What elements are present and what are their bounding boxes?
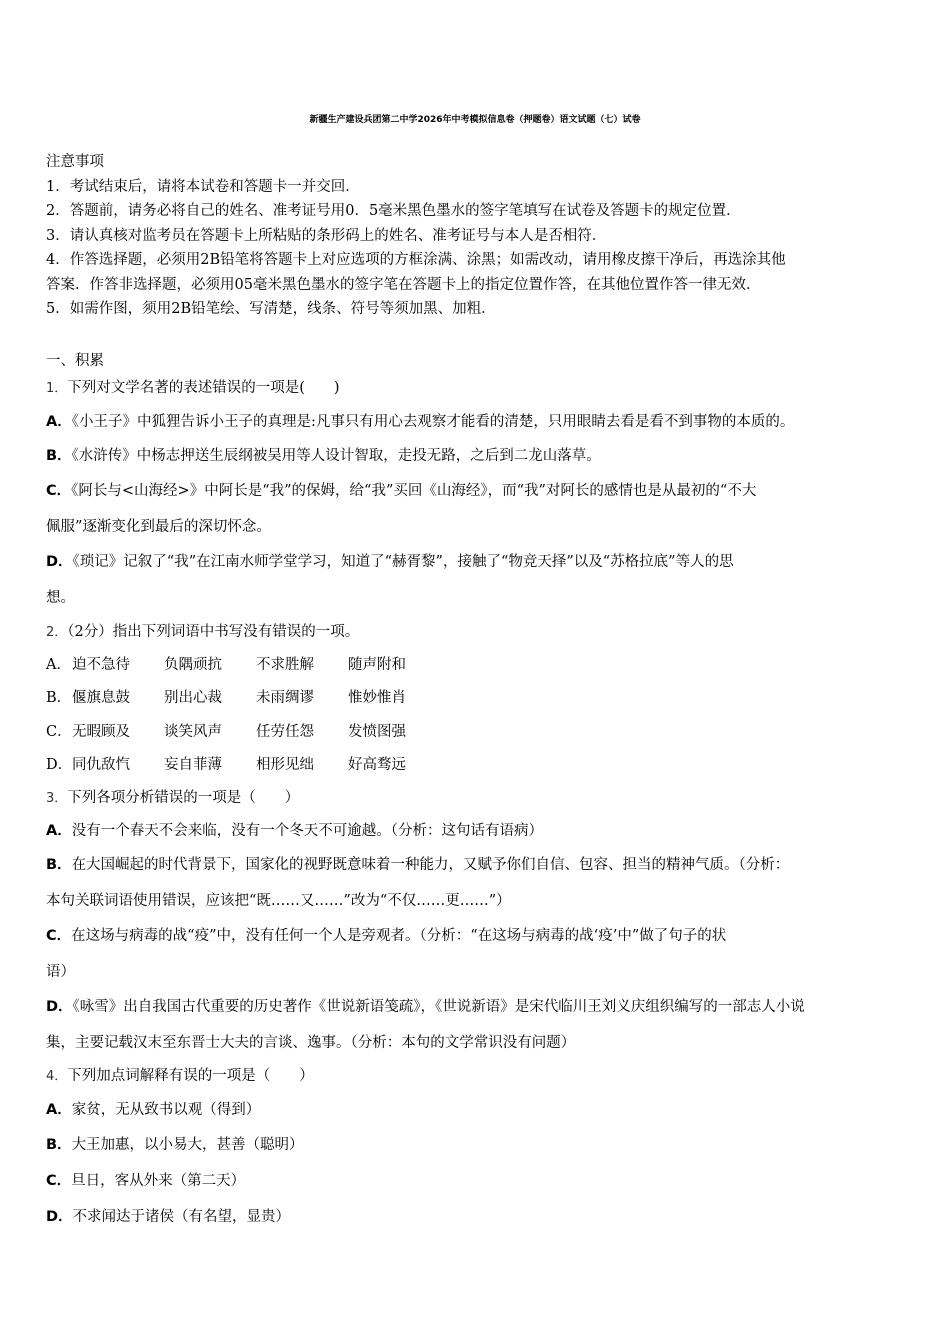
- option-text: 《水浒传》中杨志押送生辰纲被吴用等人设计智取，走投无路，之后到二龙山落草。: [71, 448, 601, 464]
- note-item: 答案．作答非选择题，必须用05毫米黑色墨水的签字笔在答题卡上的指定位置作答，在其他位置作答一律无效．: [46, 276, 761, 293]
- option-label: C．: [46, 928, 72, 944]
- q1-option-b: [46, 444, 910, 465]
- word: 不求胜解: [256, 657, 314, 673]
- word: 任劳任怨: [256, 724, 314, 740]
- q1-option-c: [46, 479, 910, 500]
- q3-option-b: [46, 853, 910, 874]
- notes-heading: 注意事项: [46, 154, 104, 170]
- q1-option-d-cont: 想。: [46, 590, 75, 606]
- q3-option-c-cont: 语）: [46, 964, 75, 980]
- word: 随声附和: [348, 657, 406, 673]
- word: 未雨绸谬: [256, 690, 314, 706]
- option-label: D．: [46, 999, 73, 1015]
- question-number: 2．: [46, 625, 68, 640]
- q1-option-a: [46, 410, 910, 431]
- word: 别出心裁: [164, 690, 222, 706]
- q3-option-d-cont: 集，主要记载汉末至东晋士大夫的言谈、逸事。（分析：本句的文学常识没有问题）: [46, 1035, 576, 1051]
- word: 发愤图强: [348, 724, 406, 740]
- note-item: 5．如需作图，须用2B铅笔绘、写清楚，线条、符号等须加黑、加粗．: [46, 301, 496, 317]
- q3-option-c: [46, 924, 910, 945]
- option-label: A．: [46, 823, 72, 839]
- note-item: 4．作答选择题，必须用2B铅笔将答题卡上对应选项的方框涂满、涂黑；如需改动，请用橡皮擦干净后，再选涂其他: [46, 252, 786, 268]
- word: 无暇顾及: [72, 724, 130, 740]
- question-number: 3．: [46, 791, 68, 806]
- question-text: 下列加点词解释有误的一项是（ ）: [67, 1068, 314, 1084]
- option-label: B．: [46, 857, 72, 873]
- option-text: 没有一个春天不会来临，没有一个冬天不可逾越。（分析：这句话有语病）: [71, 823, 543, 839]
- q3-option-b-cont: 本句关联词语使用错误，应该把“既……又……”改为“不仅……更……”）: [46, 893, 511, 909]
- option-label: C．: [46, 724, 72, 740]
- question-number: 1．: [46, 381, 68, 396]
- question-text: （2分）指出下列词语中书写没有错误的一项。: [67, 624, 360, 640]
- option-text: 不求闻达于诸侯（有名望，显贵）: [72, 1209, 291, 1225]
- question-text: 下列各项分析错误的一项是（ ）: [67, 790, 300, 806]
- option-label: B．: [46, 1137, 72, 1153]
- option-label: D．: [46, 554, 73, 570]
- q2-option-d: [46, 753, 910, 774]
- question-1-stem: [46, 376, 910, 397]
- word: 负隅顽抗: [164, 657, 222, 673]
- option-text: 旦日，客从外来（第二天）: [71, 1173, 246, 1189]
- q2-option-c: [46, 720, 910, 741]
- option-text: 在这场与病毒的战“疫”中，没有任何一个人是旁观者。（分析：“在这场与病毒的战‘疫’中”做了句子的状: [71, 928, 727, 944]
- option-label: B．: [46, 448, 72, 464]
- q4-option-c: [46, 1169, 910, 1190]
- q1-option-d: [46, 550, 910, 571]
- notes-section: [46, 150, 910, 322]
- option-text: 大王加惠，以小易大，甚善（聪明）: [71, 1137, 304, 1153]
- note-item: 3．请认真核对监考员在答题卡上所粘贴的条形码上的姓名、准考证号与本人是否相符．: [46, 227, 607, 244]
- option-label: C．: [46, 483, 72, 499]
- q3-option-d: [46, 995, 910, 1016]
- q2-option-b: [46, 686, 910, 707]
- word: 同仇敌忾: [72, 757, 130, 773]
- q4-option-d: [46, 1205, 910, 1226]
- word: 迫不急待: [72, 657, 130, 673]
- q1-option-c-cont: 佩服”逐渐变化到最后的深切怀念。: [46, 519, 271, 535]
- q4-option-a: [46, 1098, 910, 1119]
- word: 谈笑风声: [164, 724, 222, 740]
- question-2-stem: [46, 620, 910, 641]
- section-heading: 一、积累: [46, 353, 104, 369]
- option-text: 在大国崛起的时代背景下，国家化的视野既意味着一种能力，又赋予你们自信、包容、担当的精神气质。（分析：: [71, 857, 790, 873]
- q3-option-a: [46, 819, 910, 840]
- q4-option-b: [46, 1133, 910, 1154]
- option-text: 《咏雪》出自我国古代重要的历史著作《世说新语笺疏》，《世说新语》是宋代临川王刘义庆组织编写的一部志人小说: [72, 999, 805, 1015]
- word: 偃旗息鼓: [72, 690, 130, 706]
- option-text: 《小王子》中狐狸告诉小王子的真理是:凡事只有用心去观察才能看的清楚，只用眼睛去看是看不到事物的本质的。: [71, 414, 795, 430]
- question-text: 下列对文学名著的表述错误的一项是( ): [67, 380, 340, 396]
- option-label: B．: [46, 690, 72, 706]
- option-label: D．: [46, 757, 73, 773]
- option-text: 家贫，无从致书以观（得到）: [71, 1102, 261, 1118]
- word: 好高骛远: [348, 757, 406, 773]
- word: 妄自菲薄: [164, 757, 222, 773]
- option-label: A．: [46, 1102, 72, 1118]
- word: 惟妙惟肖: [348, 690, 406, 706]
- q2-option-a: [46, 653, 910, 674]
- word: 相形见绌: [256, 757, 314, 773]
- page-title: 新疆生产建设兵团第二中学2026年中考模拟信息卷（押题卷）语文试题（七）试卷: [309, 115, 641, 125]
- option-label: D．: [46, 1209, 73, 1225]
- option-label: A．: [46, 657, 71, 673]
- note-item: 1．考试结束后，请将本试卷和答题卡一并交回．: [46, 178, 360, 195]
- option-text: 《阿长与<山海经>》中阿长是“我”的保姆，给“我”买回《山海经》，而“我”对阿长的感情也是从最初的“不大: [71, 483, 757, 499]
- option-text: 《琐记》记叙了“我”在江南水师学堂学习，知道了“赫胥黎”，接触了“物竞天择”以及“苏格拉底”等人的思: [72, 554, 734, 570]
- question-3-stem: [46, 786, 910, 807]
- note-item: 2．答题前，请务必将自己的姓名、准考证号用0．5毫米黑色墨水的签字笔填写在试卷及答题卡的规定位置．: [46, 203, 741, 219]
- option-label: A．: [46, 414, 72, 430]
- question-number: 4．: [46, 1069, 68, 1084]
- question-4-stem: [46, 1064, 910, 1085]
- option-label: C．: [46, 1173, 72, 1189]
